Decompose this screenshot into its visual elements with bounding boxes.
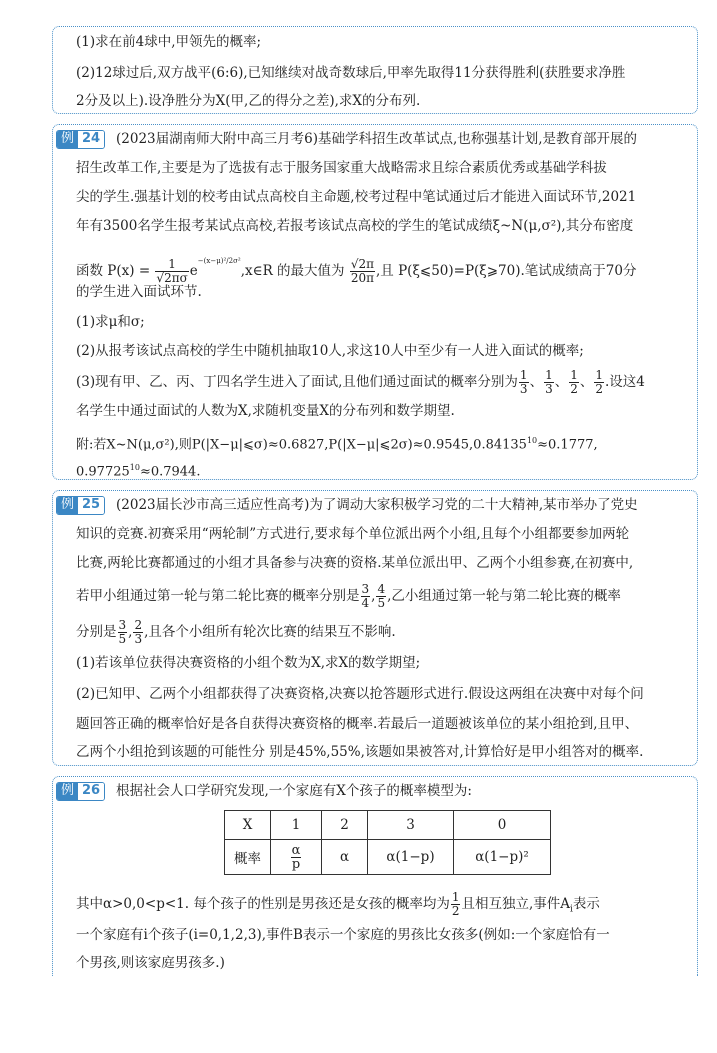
- ex25-line3: 比赛,两轮比赛都通过的小组才具备参与决赛的资格.某单位派出甲、乙两个小组参赛,在初赛中,: [76, 555, 634, 571]
- table-cell: α(1−p): [368, 840, 454, 875]
- example-24-box: [52, 124, 698, 480]
- prob-frac-2: $\frac{1}{3}$: [545, 368, 553, 396]
- ex26-line4: 个男孩,则该家庭男孩多.): [76, 955, 225, 971]
- ex25-q1: (1)若该单位获得决赛资格的小组个数为X,求X的数学期望;: [76, 655, 421, 671]
- example-number: 24: [78, 131, 104, 148]
- table-row: [225, 840, 551, 875]
- density-suffix: ,且 P(ξ⩽50)=P(ξ⩾70).笔试成绩高于70分: [376, 263, 637, 279]
- q3-text: (3)现有甲、乙、丙、丁四名学生进入了面试,且他们通过面试的概率分别为: [76, 374, 518, 390]
- prob-frac-4: $\frac{1}{2}$: [595, 368, 603, 396]
- frac-4-5: $\frac{4}{5}$: [377, 582, 386, 610]
- table-header-cell: 1: [271, 811, 322, 840]
- ex25-line4: 若甲小组通过第一轮与第二轮比赛的概率分别是 $\frac{3}{4}$ , $\frac{4}{5}$ ,乙小组通过第一轮与第二轮比赛的概率: [76, 582, 621, 610]
- prob-frac-1: $\frac{1}{3}$: [519, 368, 528, 396]
- ex25-q4: 乙两个小组抢到该题的可能性分 别是45%,55%,该题如果被答对,计算恰好是甲小组答对的概率.: [76, 744, 644, 760]
- table-row: [225, 811, 551, 840]
- density-prefix: 函数 P(x) =: [76, 263, 151, 279]
- example-24-badge: [56, 130, 105, 149]
- frac-2-3: $\frac{2}{3}$: [134, 618, 143, 646]
- example-number: 25: [78, 497, 104, 514]
- example-26-box: [52, 776, 698, 976]
- question-2-line2: 2分及以上).设净胜分为X(甲,乙的得分之差),求X的分布列.: [76, 93, 421, 109]
- table-header-cell: 2: [322, 811, 368, 840]
- ex25-line2: 知识的竞赛.初赛采用“两轮制”方式进行,要求每个单位派出两个小组,且每个小组都要参加两轮: [76, 526, 630, 542]
- ex24-line3: 尖的学生.强基计划的校考由试点高校自主命题,校考过程中笔试通过后才能进入面试环节,2021: [76, 189, 637, 205]
- table-cell: α: [322, 840, 368, 875]
- q3-text-end: .设这4: [604, 374, 645, 390]
- ex24-q3-line2: 名学生中通过面试的人数为X,求随机变量X的分布列和数学期望.: [76, 403, 455, 419]
- ex26-line2: 其中α>0,0<p<1. 每个孩子的性别是男孩还是女孩的概率均为 $\frac{1}{2}$ 且相互独立,事件$A_i$表示: [76, 890, 600, 918]
- question-2-line1: (2)12球过后,双方战平(6:6),已知继续对战奇数球后,甲率先取得11分获得胜利(获胜要求净胜: [76, 65, 626, 81]
- ex24-line6: 的学生进入面试环节.: [76, 284, 202, 300]
- table-cell: $\frac{\alpha}{p}$: [271, 840, 322, 875]
- table-cell: 概率: [225, 840, 271, 875]
- question-1: (1)求在前4球中,甲领先的概率;: [76, 34, 262, 50]
- density-exp: e: [189, 263, 198, 279]
- table-header-cell: 0: [454, 811, 551, 840]
- ex26-line3: 一个家庭有i个孩子(i=0,1,2,3),事件B表示一个家庭的男孩比女孩多(例如:一个家庭恰有一: [76, 927, 610, 943]
- ex24-note1: 附:若X~N(μ,σ²),则$P(|X-\mu|⩽\sigma)\approx 0.6827,P(|X-\mu|⩽2\sigma)\approx 0.9545,0.84135^{10}\approx 0.1777$,: [76, 436, 598, 453]
- max-value-fraction: $\frac{√2\pi}{20\pi}$: [350, 257, 375, 285]
- ex24-q2: (2)从报考该试点高校的学生中随机抽取10人,求这10人中至少有一人进入面试的概率;: [76, 343, 584, 359]
- ex24-q1: (1)求μ和σ;: [76, 314, 145, 330]
- prob-frac-3: $\frac{1}{2}$: [570, 368, 578, 396]
- example-label: 例: [57, 783, 78, 800]
- example-label: 例: [57, 497, 78, 514]
- probability-table: [224, 810, 551, 875]
- example-label: 例: [57, 131, 78, 148]
- example-25-badge: [56, 496, 105, 515]
- ex25-line1: (2023届长沙市高三适应性高考)为了调动大家积极学习党的二十大精神,某市举办了党史: [116, 497, 638, 513]
- example-number: 26: [78, 783, 104, 800]
- ex25-q3: 题回答正确的概率恰好是各自获得决赛资格的概率.若最后一道题被该单位的某小组抢到,且甲、: [76, 716, 639, 732]
- table-cell: α(1−p)²: [454, 840, 551, 875]
- example-26-badge: [56, 782, 105, 801]
- ex24-q3-line1: (3)现有甲、乙、丙、丁四名学生进入了面试,且他们通过面试的概率分别为 $\frac{1}{3}$ 、 $\frac{1}{3}$ 、 $\frac{1}{2}$ 、 $\frac{1}{2}$ .设这4: [76, 368, 645, 396]
- frac-3-4: $\frac{3}{4}$: [361, 582, 370, 610]
- table-header-cell: 3: [368, 811, 454, 840]
- ex25-q2: (2)已知甲、乙两个小组都获得了决赛资格,决赛以抢答题形式进行.假设这两组在决赛中对每个问: [76, 686, 644, 702]
- table-header-cell: X: [225, 811, 271, 840]
- ex26-line1: 根据社会人口学研究发现,一个家庭有X个孩子的概率模型为:: [116, 783, 472, 799]
- ex24-line4: 年有3500名学生报考某试点高校,若报考该试点高校的学生的笔试成绩ξ~N(μ,σ²),其分布密度: [76, 218, 634, 234]
- density-mid: ,x∈R 的最大值为: [240, 263, 345, 279]
- ex24-note2: $0.97725^{10}\approx 0.7944$.: [76, 463, 201, 480]
- frac-3-5: $\frac{3}{5}$: [118, 618, 127, 646]
- ex24-line1: (2023届湖南师大附中高三月考6)基础学科招生改革试点,也称强基计划,是教育部开展的: [116, 131, 638, 147]
- frac-1-2: $\frac{1}{2}$: [451, 890, 460, 918]
- ex24-line2: 招生改革工作,主要是为了选拔有志于服务国家重大战略需求且综合素质优秀或基础学科拔: [76, 160, 607, 176]
- ex25-line5: 分别是 $\frac{3}{5}$ , $\frac{2}{3}$ ,且各个小组所有轮次比赛的结果互不影响.: [76, 618, 396, 646]
- ex24-line5: [76, 244, 636, 288]
- density-exponent: −(x−μ)²/2σ²: [197, 257, 241, 265]
- density-fraction: $\frac{1}{√2\pi\sigma}$: [156, 257, 188, 285]
